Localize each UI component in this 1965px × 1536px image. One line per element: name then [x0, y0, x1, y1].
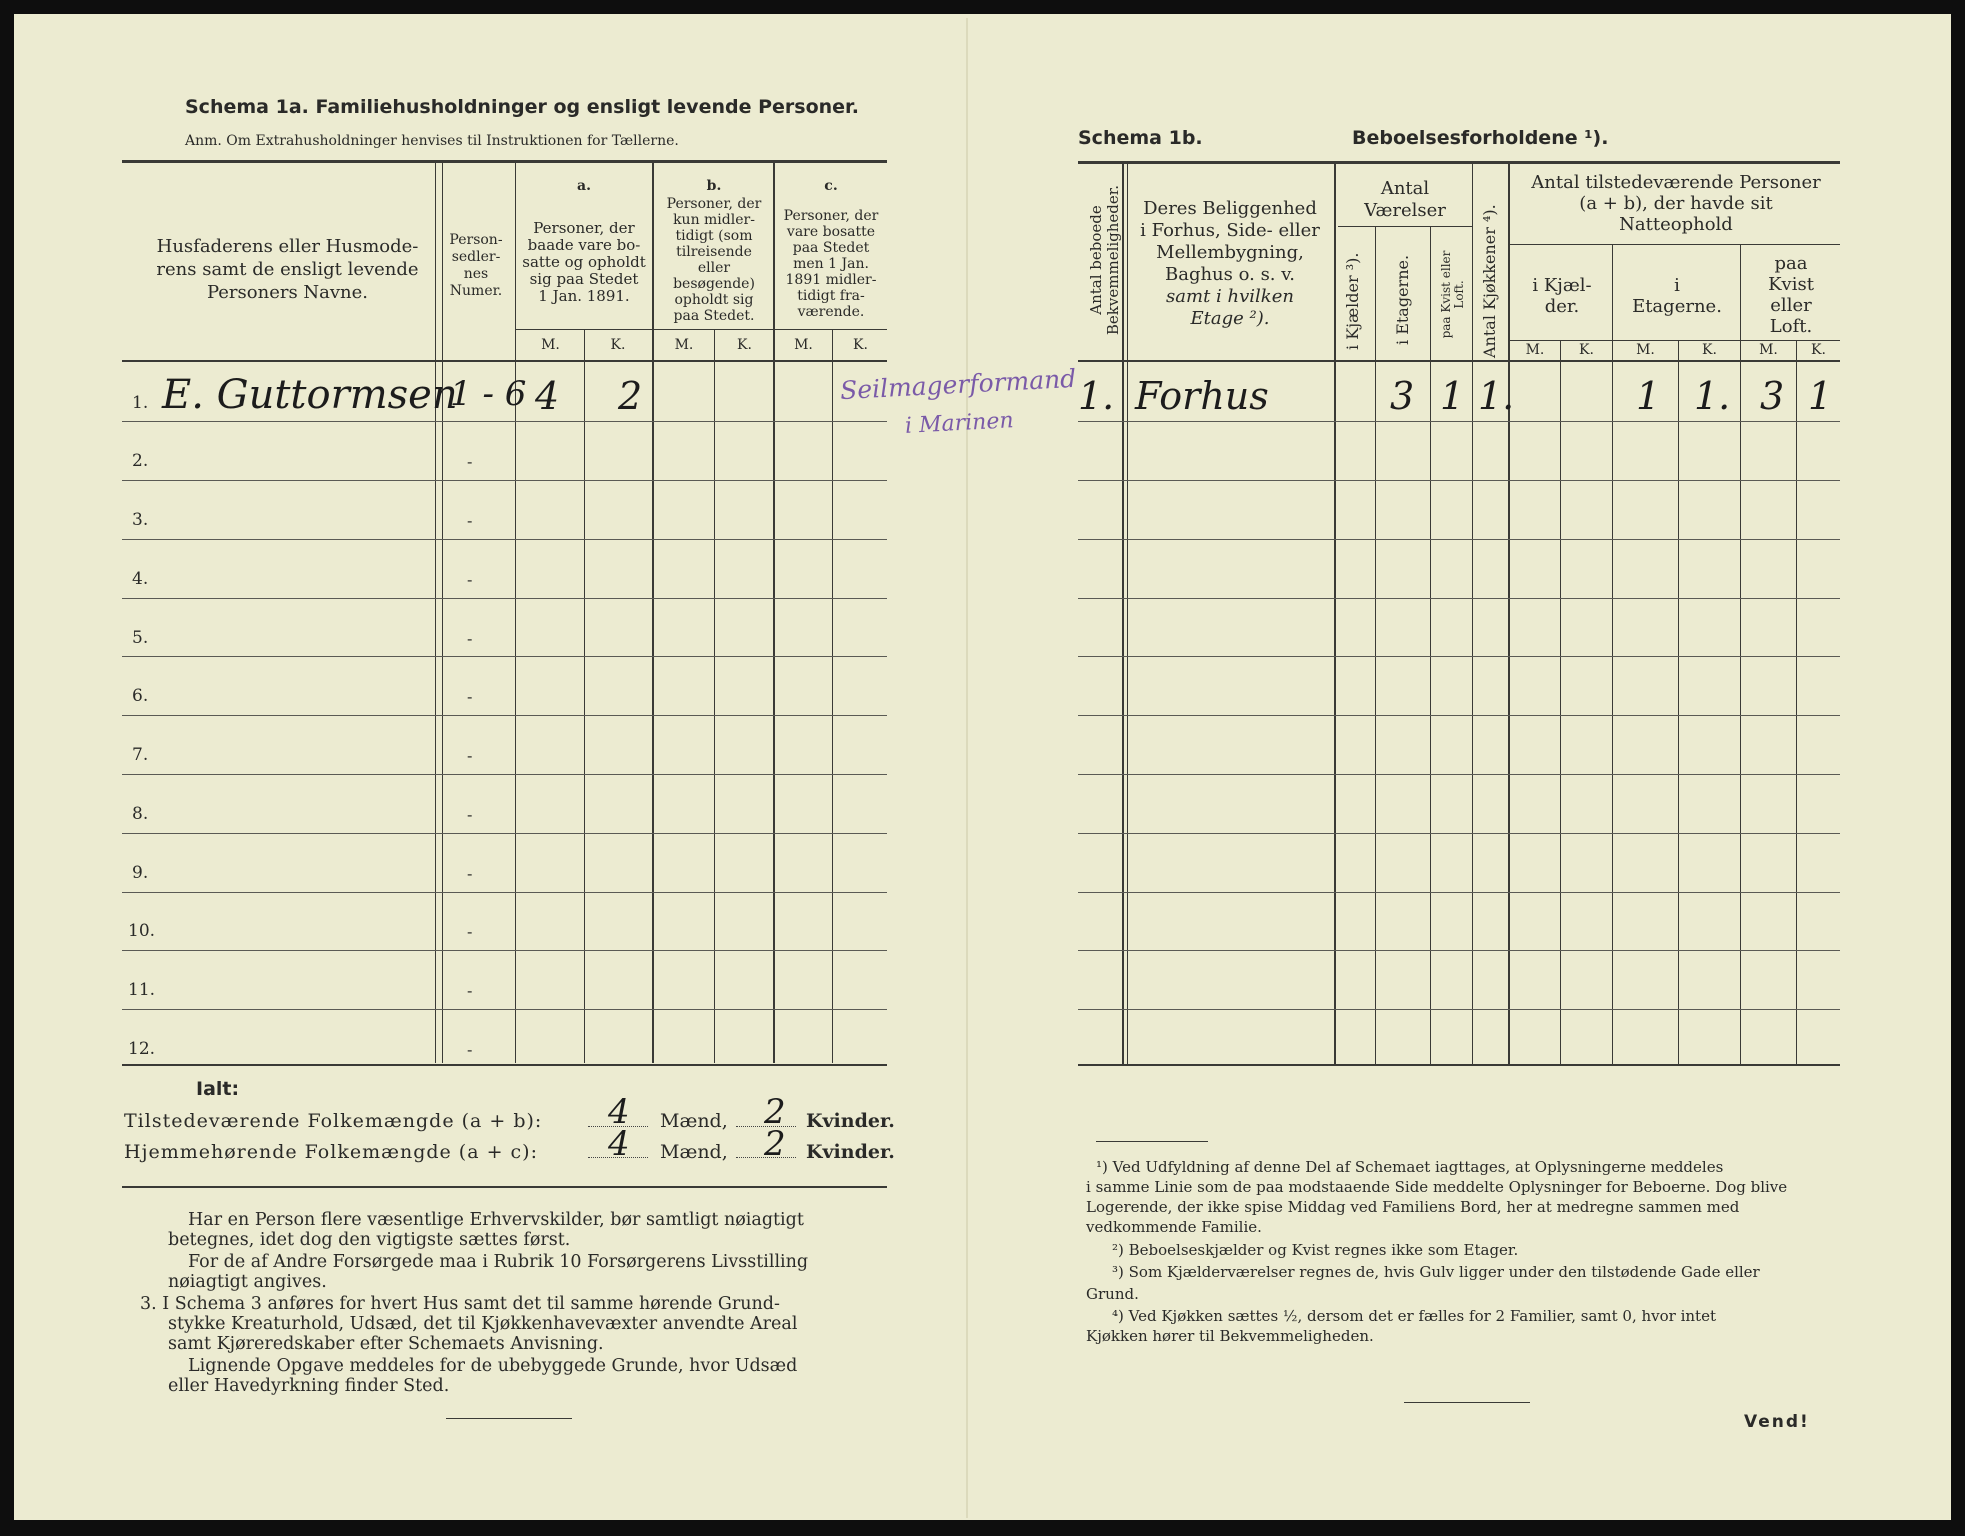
row1-occupation-place: i Marinen: [904, 408, 1015, 439]
present-population-label: Tilstedeværende Folkemængde (a + b):: [124, 1110, 543, 1132]
col-a-letter: a.: [577, 178, 591, 194]
col-beliggenhed-line3: Mellembygning,: [1156, 242, 1304, 263]
col-a-line1: Personer, der: [533, 219, 635, 237]
col-num-line4: Numer.: [449, 283, 503, 299]
dash-mark: -: [467, 1040, 473, 1059]
sub-kvist-line1: paa: [1774, 253, 1808, 274]
col-c-line4: men 1 Jan.: [793, 256, 869, 272]
col-a-line5: 1 Jan. 1891.: [538, 287, 630, 305]
row-number: 3.: [132, 510, 149, 530]
r1-etagerne-men: 1: [1636, 374, 1661, 418]
col-c-letter: c.: [824, 178, 838, 194]
instruction-line: stykke Kreaturhold, Udsæd, det til Kjøkkenhavevæxter anvendte Areal: [168, 1314, 798, 1334]
footnote-line: Kjøkken hører til Bekvemmeligheden.: [1086, 1327, 1374, 1345]
row-number: 10.: [128, 921, 156, 941]
col-antal-beboede: Antal beboede Bekvemmeligheder.: [1087, 184, 1122, 336]
col-num-line2: sedler-: [451, 249, 501, 265]
col-names-line1: Husfaderens eller Husmode-: [156, 236, 419, 257]
row-number: 5.: [132, 628, 149, 648]
row1-person-numbers: 1 - 6: [450, 374, 527, 414]
resident-men-count: 4: [608, 1124, 630, 1164]
row1-head-name: E. Guttormsen: [162, 372, 458, 418]
col-b-m: M.: [674, 337, 694, 353]
col-b-line7: opholdt sig: [674, 292, 754, 308]
col-paa-kvist: paa Kvist eller Loft.: [1439, 250, 1466, 339]
sub-etagerne-line2: Etagerne.: [1632, 296, 1722, 317]
instruction-line: betegnes, idet dog den vigtigste sættes først.: [168, 1230, 571, 1250]
present-men-count: 4: [608, 1092, 630, 1132]
col-b-k: K.: [737, 337, 752, 353]
col-a-line2: baade vare bo-: [527, 236, 641, 254]
schema-1a-note: Anm. Om Extrahusholdninger henvises til Instruktionen for Tællerne.: [185, 133, 679, 149]
row-number: 4.: [132, 569, 149, 589]
instruction-line: Har en Person flere væsentlige Erhvervskilder, bør samtligt nøiagtigt: [188, 1210, 804, 1230]
instruction-line: Lignende Opgave meddeles for de ubebyggede Grunde, hvor Udsæd: [188, 1356, 798, 1376]
schema-1a-title: Schema 1a. Familiehusholdninger og ensligt levende Personer.: [185, 96, 859, 118]
totals-label: Ialt:: [196, 1078, 240, 1100]
sub-kvist-m: M.: [1759, 342, 1778, 358]
col-i-kjaelder: i Kjælder ³).: [1343, 252, 1362, 350]
row-number: 1.: [132, 393, 149, 413]
dash-mark: -: [467, 805, 473, 824]
sub-kjaelder-line2: der.: [1544, 296, 1580, 317]
dash-mark: -: [467, 570, 473, 589]
row1-occupation: Seilmagerformand: [839, 363, 1077, 406]
col-b-line1: Personer, der: [666, 196, 762, 212]
row-number: 2.: [132, 451, 149, 471]
schema-1b-title: Schema 1b.: [1078, 127, 1203, 149]
r1-kjokkener: 1.: [1478, 374, 1515, 418]
r1-antal-beboede: 1.: [1078, 374, 1115, 418]
col-c-line6: tidigt fra-: [797, 288, 865, 304]
col-i-etagerne: i Etagerne.: [1393, 254, 1412, 345]
footnote-line: ¹) Ved Udfyldning af denne Del af Schemaet iagttages, at Oplysningerne meddeles: [1096, 1158, 1724, 1176]
sub-kvist-line4: Loft.: [1769, 316, 1813, 337]
r1-vaer-etagerne: 3: [1390, 374, 1415, 418]
page-fold: [966, 18, 968, 1518]
row-number: 12.: [128, 1039, 156, 1059]
col-c-k: K.: [853, 337, 868, 353]
row1-a-men: 4: [535, 374, 560, 418]
row1-a-women: 2: [618, 374, 643, 418]
row-number: 6.: [132, 686, 149, 706]
col-beliggenhed-line4: Baghus o. s. v.: [1164, 264, 1296, 285]
col-a-line3: satte og opholdt: [522, 253, 646, 271]
dash-mark: -: [467, 629, 473, 648]
col-antal-kjokkener: Antal Kjøkkener ⁴).: [1480, 204, 1499, 358]
col-b-line2: kun midler-: [673, 212, 755, 228]
r1-kvist-men: 3: [1760, 374, 1785, 418]
footnote-line: i samme Linie som de paa modstaaende Side meddelte Oplysninger for Beboerne. Dog blive: [1086, 1178, 1788, 1196]
col-a-k: K.: [610, 337, 626, 353]
sub-etagerne-m: M.: [1636, 342, 1655, 358]
men-label: Mænd,: [660, 1141, 728, 1163]
col-b-letter: b.: [706, 178, 722, 194]
dash-mark: -: [467, 922, 473, 941]
sub-kjaelder-k: K.: [1579, 342, 1594, 358]
col-names-line2: rens samt de ensligt levende: [156, 259, 419, 280]
col-b-line5: eller: [697, 260, 731, 276]
col-a-m: M.: [541, 337, 560, 353]
r1-kvist-women: 1: [1808, 374, 1833, 418]
row-number: 11.: [128, 980, 156, 1000]
instruction-line: For de af Andre Forsørgede maa i Rubrik 10 Forsørgerens Livsstilling: [188, 1252, 809, 1272]
col-c-line5: 1891 midler-: [785, 272, 877, 288]
row-number: 7.: [132, 745, 149, 765]
footnote-line: ⁴) Ved Kjøkken sættes ½, dersom det er fælles for 2 Familier, samt 0, hvor intet: [1112, 1307, 1716, 1325]
sub-kjaelder-line1: i Kjæl-: [1532, 275, 1592, 296]
instruction-line: 3. I Schema 3 anføres for hvert Hus samt det til samme hørende Grund-: [140, 1294, 780, 1314]
women-label: Kvinder.: [806, 1141, 895, 1163]
resident-women-count: 2: [764, 1124, 786, 1164]
col-b-line8: paa Stedet.: [673, 308, 755, 324]
col-b-line3: tidigt (som: [675, 228, 753, 244]
col-c-line7: værende.: [797, 304, 865, 320]
col-vaerelser-line2: Værelser: [1364, 200, 1446, 221]
row-number: 8.: [132, 804, 149, 824]
present-women-count: 2: [764, 1092, 786, 1132]
col-names-line3: Personers Navne.: [206, 282, 369, 303]
sub-kvist-line3: eller: [1770, 295, 1812, 316]
col-b-line6: besøgende): [673, 276, 755, 292]
col-tilst-line1: Antal tilstedeværende Personer: [1531, 172, 1821, 193]
col-beliggenhed-line2: i Forhus, Side- eller: [1140, 220, 1320, 241]
col-c-line3: paa Stedet: [792, 240, 870, 256]
sub-etagerne-k: K.: [1702, 342, 1717, 358]
footnote-line: Logerende, der ikke spise Middag ved Familiens Bord, her at medregne sammen med: [1086, 1198, 1740, 1216]
sub-kvist-k: K.: [1811, 342, 1826, 358]
r1-vaer-kvist: 1: [1440, 374, 1465, 418]
dash-mark: -: [467, 452, 473, 471]
col-b-line4: tilreisende: [676, 244, 752, 260]
sub-kjaelder-m: M.: [1525, 342, 1545, 358]
resident-population-label: Hjemmehørende Folkemængde (a + c):: [124, 1141, 538, 1163]
col-c-line2: vare bosatte: [786, 224, 876, 240]
col-beliggenhed-line1: Deres Beliggenhed: [1143, 198, 1317, 219]
r1-etagerne-women: 1.: [1694, 374, 1731, 418]
col-beliggenhed-line5: samt i hvilken: [1166, 286, 1294, 307]
col-c-m: M.: [794, 337, 813, 353]
col-tilst-line3: Natteophold: [1619, 214, 1733, 235]
col-tilst-line2: (a + b), der havde sit: [1579, 193, 1773, 214]
instruction-line: samt Kjøreredskaber efter Schemaets Anvisning.: [168, 1334, 604, 1354]
dash-mark: -: [467, 687, 473, 706]
dash-mark: -: [467, 511, 473, 530]
col-vaerelser-line1: Antal: [1380, 178, 1430, 199]
col-a-line4: sig paa Stedet: [529, 270, 639, 288]
dash-mark: -: [467, 981, 473, 1000]
turn-over-note: Vend!: [1744, 1412, 1810, 1432]
dash-mark: -: [467, 746, 473, 765]
footnote-line: ³) Som Kjælderværelser regnes de, hvis Gulv ligger under den tilstødende Gade eller: [1112, 1263, 1760, 1281]
sub-etagerne-line1: i: [1674, 275, 1680, 296]
footnote-line: ²) Beboelseskjælder og Kvist regnes ikke som Etager.: [1112, 1241, 1519, 1259]
men-label: Mænd,: [660, 1110, 728, 1132]
r1-beliggenhed: Forhus: [1135, 374, 1269, 418]
instruction-line: nøiagtigt angives.: [168, 1272, 327, 1292]
col-num-line3: nes: [463, 266, 489, 282]
footnote-line: Grund.: [1086, 1285, 1139, 1303]
footnote-line: vedkommende Familie.: [1086, 1218, 1262, 1236]
col-c-line1: Personer, der: [783, 208, 879, 224]
row-number: 9.: [132, 863, 149, 883]
col-beliggenhed-line6: Etage ²).: [1190, 308, 1270, 329]
col-num-line1: Person-: [449, 232, 503, 248]
women-label: Kvinder.: [806, 1110, 895, 1132]
dash-mark: -: [467, 864, 473, 883]
schema-1b-subtitle: Beboelsesforholdene ¹).: [1352, 127, 1609, 149]
sub-kvist-line2: Kvist: [1768, 274, 1814, 295]
instruction-line: eller Havedyrkning finder Sted.: [168, 1376, 450, 1396]
